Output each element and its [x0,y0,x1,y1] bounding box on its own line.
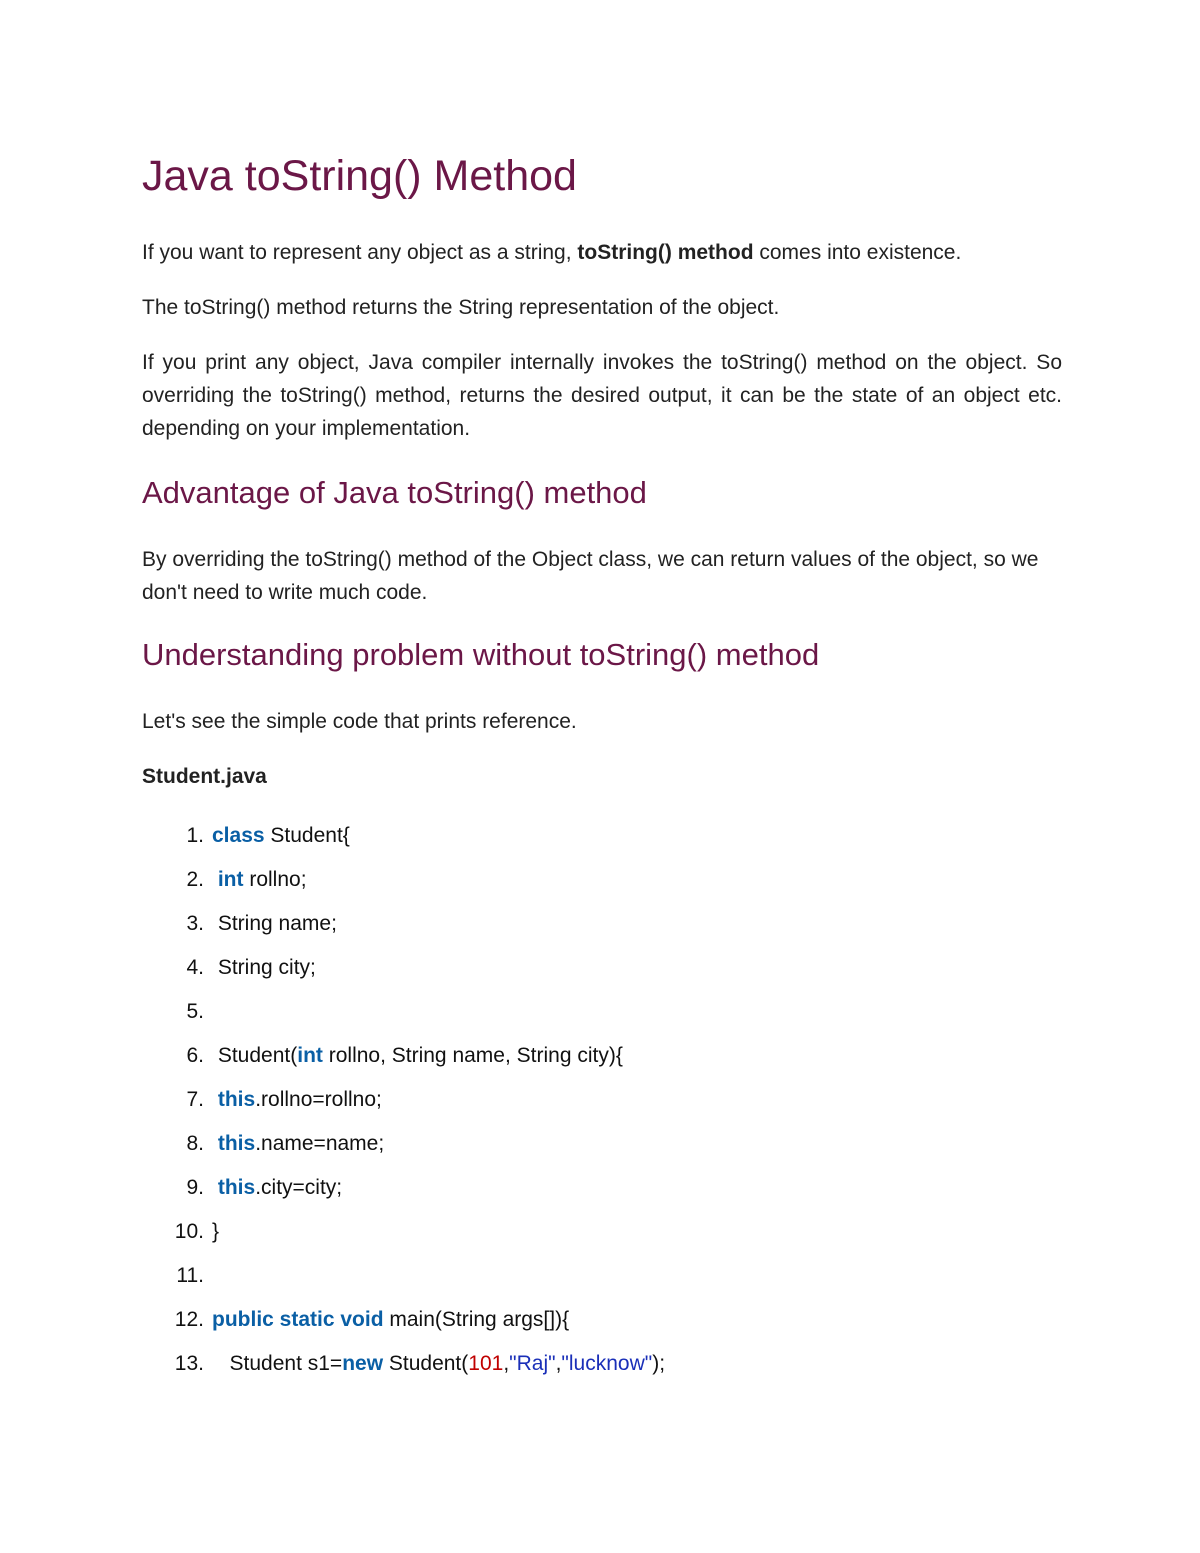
advantage-paragraph: By overriding the toString() method of the Object class, we can return values of the object, so we don't need to write much code. [142,548,1039,604]
code-string-literal: "Raj" [509,1352,556,1375]
code-keyword: int [297,1044,323,1067]
intro-paragraph-2: The toString() method returns the String representation of the object. [142,296,780,319]
line-number: 12. [174,1308,204,1331]
code-number-literal: 101 [468,1352,504,1375]
intro-paragraph-1: If you want to represent any object as a string, toString() method comes into existence. [142,241,962,264]
intro-bold-term: toString() method [577,241,754,264]
code-line: 8. this.name=name; [142,1122,1062,1166]
code-listing [142,814,1062,1386]
advantage-heading: Advantage of Java toString() method [142,475,647,510]
understanding-heading: Understanding problem without toString() method [142,637,820,672]
code-keyword: class [212,824,265,847]
code-string-literal: "lucknow" [561,1352,653,1375]
line-number: 8. [186,1132,204,1155]
intro-paragraph-3: If you print any object, Java compiler internally invokes the toString() method on the object. So overriding the toString() method, returns the desired output, it can be the state of an object etc. depending on your implementation. [142,351,1062,440]
code-line: 1. class Student{ [142,814,1062,858]
document-page [142,150,1062,1386]
code-keyword: this [217,1132,256,1155]
line-number: 6. [186,1044,204,1067]
code-line: 7. this.rollno=rollno; [142,1078,1062,1122]
line-number: 5. [186,1000,204,1023]
code-keyword: new [342,1352,384,1375]
line-number: 1. [186,824,204,847]
code-keyword: public static void [212,1308,384,1331]
line-number: 3. [186,912,204,935]
line-number: 4. [186,956,204,979]
line-number: 9. [186,1176,204,1199]
code-keyword: this [217,1176,256,1199]
code-line: 2. int rollno; [142,858,1062,902]
code-line: 3. String name; [142,902,1062,946]
code-line: 12. public static void main(String args[]){ [142,1298,1062,1342]
code-keyword: this [217,1088,256,1111]
line-number: 10. [174,1220,204,1243]
page-title: Java toString() Method [142,152,577,200]
code-line [142,990,1062,1034]
line-number: 13. [174,1352,204,1375]
line-number: 11. [176,1264,204,1287]
code-filename: Student.java [142,765,267,788]
code-line: 10. } [142,1210,1062,1254]
line-number: 2. [186,868,204,891]
line-number: 7. [186,1088,204,1111]
code-line: 13. Student s1=new Student(101,"Raj","lucknow"); [142,1342,1062,1386]
code-line: 4. String city; [142,946,1062,990]
code-keyword: int [217,868,244,891]
code-line: 6. Student(int rollno, String name, String city){ [142,1034,1062,1078]
code-line: 9. this.city=city; [142,1166,1062,1210]
understanding-paragraph: Let's see the simple code that prints reference. [142,710,577,733]
code-line [142,1254,1062,1298]
